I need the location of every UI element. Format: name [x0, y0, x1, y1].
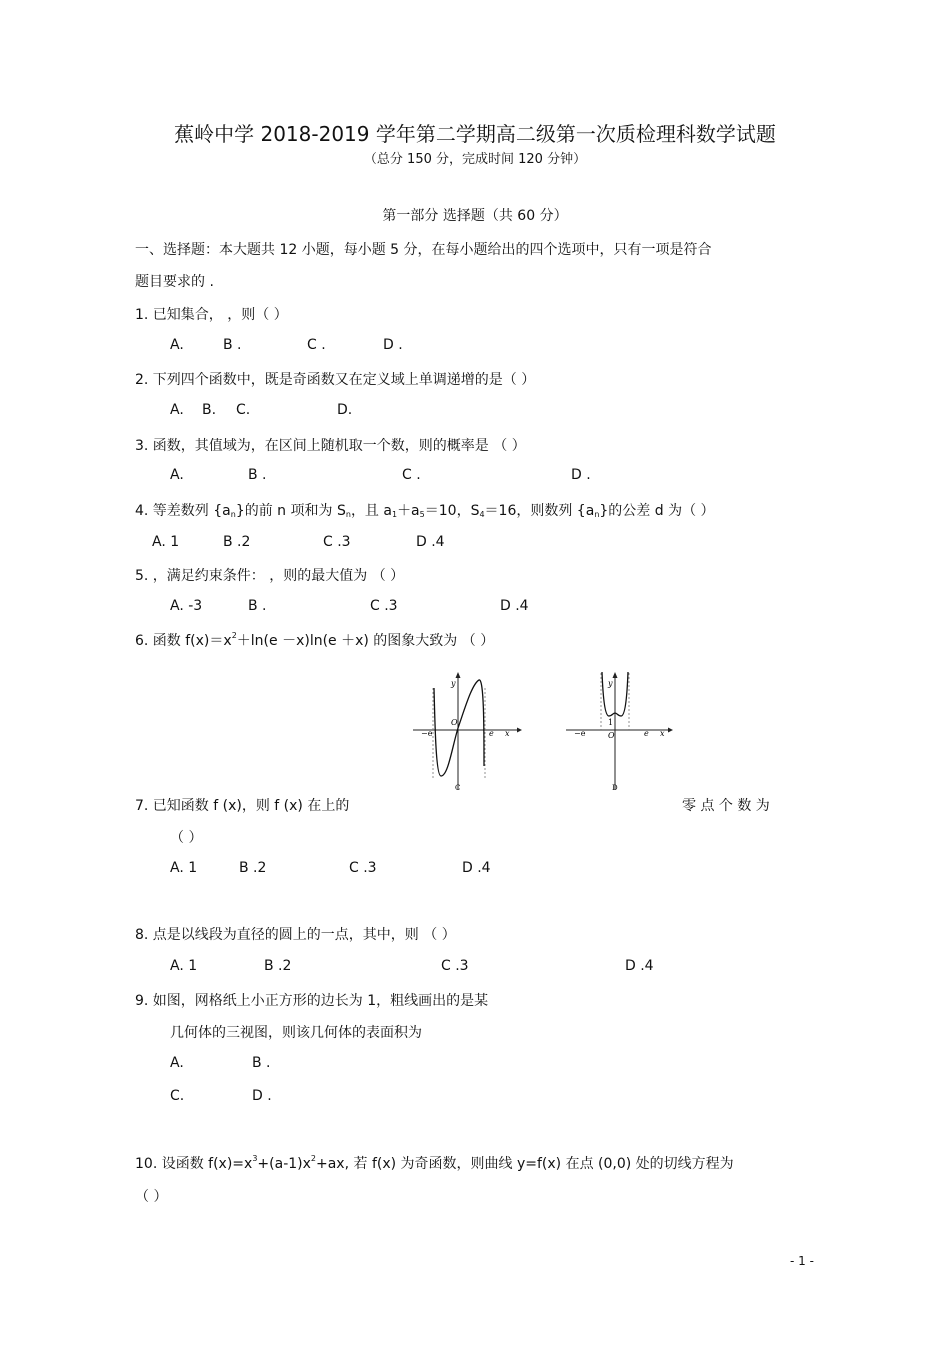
q8-option-b: B .2 — [264, 958, 292, 974]
q5-option-b: B . — [248, 598, 267, 614]
page-subtitle: （总分 150 分，完成时间 120 分钟） — [363, 152, 587, 167]
graph-c-x-label: x — [505, 729, 510, 738]
q3-option-a: A. — [170, 467, 184, 483]
q9-option-b: B . — [252, 1055, 271, 1071]
graph-c — [405, 668, 525, 796]
q8-options — [0, 958, 950, 978]
q1-option-a: A. — [170, 337, 184, 353]
q6-stem: 6. 函数 $f(x)=x^2+\ln(e -x)\ln(e +x)$ 的图象大致为 （ ） — [135, 631, 495, 649]
q9-option-d: D . — [252, 1088, 272, 1104]
q1-stem: 1. 已知集合， ，则（ ） — [135, 307, 288, 323]
q1-option-b: B . — [223, 337, 242, 353]
q5-stem: 5. ，满足约束条件： ，则的最大值为 （ ） — [135, 568, 405, 584]
q8-stem: 8. 点是以线段为直径的圆上的一点，其中，则 （ ） — [135, 927, 456, 943]
q9-line1: 9. 如图，网格纸上小正方形的边长为 1，粗线画出的是某 — [135, 993, 489, 1009]
q2-stem: 2. 下列四个函数中，既是奇函数又在定义域上单调递增的是（ ） — [135, 372, 536, 388]
graph-d-caption: D — [612, 784, 618, 792]
q1-option-c: C . — [307, 337, 326, 353]
q5-option-d: D .4 — [500, 598, 529, 614]
q4-options — [0, 534, 950, 554]
q3-options — [0, 467, 950, 487]
q5-option-a: A. -3 — [170, 598, 203, 614]
q8-option-d: D .4 — [625, 958, 654, 974]
graph-d-e-label: e — [644, 729, 649, 738]
q7-option-b: B .2 — [239, 860, 267, 876]
graph-c-neg-e-label: −e — [421, 729, 433, 738]
graph-d-x-arrow — [668, 728, 673, 733]
q7-paren: （ ） — [170, 830, 203, 846]
q1-options — [0, 337, 950, 357]
q4-option-a: A. 1 — [152, 534, 180, 550]
q9-line2: 几何体的三视图，则该几何体的表面积为 — [170, 1025, 422, 1041]
q2-option-d: D. — [337, 402, 353, 418]
q7-option-c: C .3 — [349, 860, 377, 876]
graph-d-y-label: y — [608, 679, 613, 688]
instructions-line1: 一、选择题：本大题共 12 小题，每小题 5 分，在每小题给出的四个选项中，只有一项是符合 — [135, 242, 712, 258]
instructions-line2: 题目要求的 . — [135, 274, 214, 290]
graph-d-one-label: 1 — [608, 718, 614, 727]
q9-options-row2 — [0, 1088, 950, 1108]
q9-option-a: A. — [170, 1055, 184, 1071]
q4-option-b: B .2 — [223, 534, 251, 550]
page-title: 蕉岭中学 2018-2019 学年第二学期高二级第一次质检理科数学试题 — [174, 122, 776, 146]
q7-stem-tail: 零 点 个 数 为 — [682, 798, 770, 814]
graph-d-neg-e-label: −e — [574, 729, 586, 738]
q4-stem: 4. 等差数列 $\{a_n\}$的前 n 项和为 $S_n$，且 $a_1+a_5=10$，$S_4=16$，则数列 $\{a_n\}$的公差 d 为（ ） — [135, 503, 715, 519]
q2-option-a: A. — [170, 402, 184, 418]
q9-option-c: C. — [170, 1088, 185, 1104]
q5-options — [0, 598, 950, 618]
q10-paren: （ ） — [135, 1189, 168, 1205]
q7-options — [0, 860, 950, 880]
graph-d-x-label: x — [660, 729, 665, 738]
graph-d — [560, 668, 680, 796]
graph-c-e-label: e — [489, 729, 494, 738]
q8-option-a: A. 1 — [170, 958, 198, 974]
q10-stem: 10. 设函数 $f(x)=x^3+(a-1)x^2+ax$, 若 f(x) 为奇函数，则曲线 y=f(x) 在点 (0,0) 处的切线方程为 — [135, 1154, 734, 1172]
graph-c-origin-label: O — [451, 718, 458, 727]
graph-d-origin-label: O — [608, 731, 615, 740]
graph-c-y-label: y — [451, 679, 456, 688]
q2-option-c: C. — [236, 402, 251, 418]
q7-stem: 7. 已知函数 f (x)，则 f (x) 在上的 — [135, 798, 350, 814]
q3-option-b: B . — [248, 467, 267, 483]
q3-option-c: C . — [402, 467, 421, 483]
q1-option-d: D . — [383, 337, 403, 353]
q7-option-a: A. 1 — [170, 860, 198, 876]
q2-option-b: B. — [202, 402, 217, 418]
q2-options — [0, 402, 950, 422]
q3-option-d: D . — [571, 467, 591, 483]
graph-c-caption: C — [455, 784, 461, 792]
graph-c-curve — [434, 680, 484, 776]
page-number: - 1 - — [790, 1254, 814, 1268]
q4-option-c: C .3 — [323, 534, 351, 550]
graph-d-y-arrow — [613, 672, 618, 678]
part1-heading: 第一部分 选择题（共 60 分） — [382, 208, 568, 224]
q3-stem: 3. 函数，其值域为，在区间上随机取一个数，则的概率是 （ ） — [135, 438, 526, 454]
q8-option-c: C .3 — [441, 958, 469, 974]
q9-options-row1 — [0, 1055, 950, 1075]
graph-c-x-arrow — [517, 728, 522, 733]
q5-option-c: C .3 — [370, 598, 398, 614]
q7-option-d: D .4 — [462, 860, 491, 876]
graph-c-y-arrow — [456, 672, 461, 678]
q4-option-d: D .4 — [416, 534, 445, 550]
